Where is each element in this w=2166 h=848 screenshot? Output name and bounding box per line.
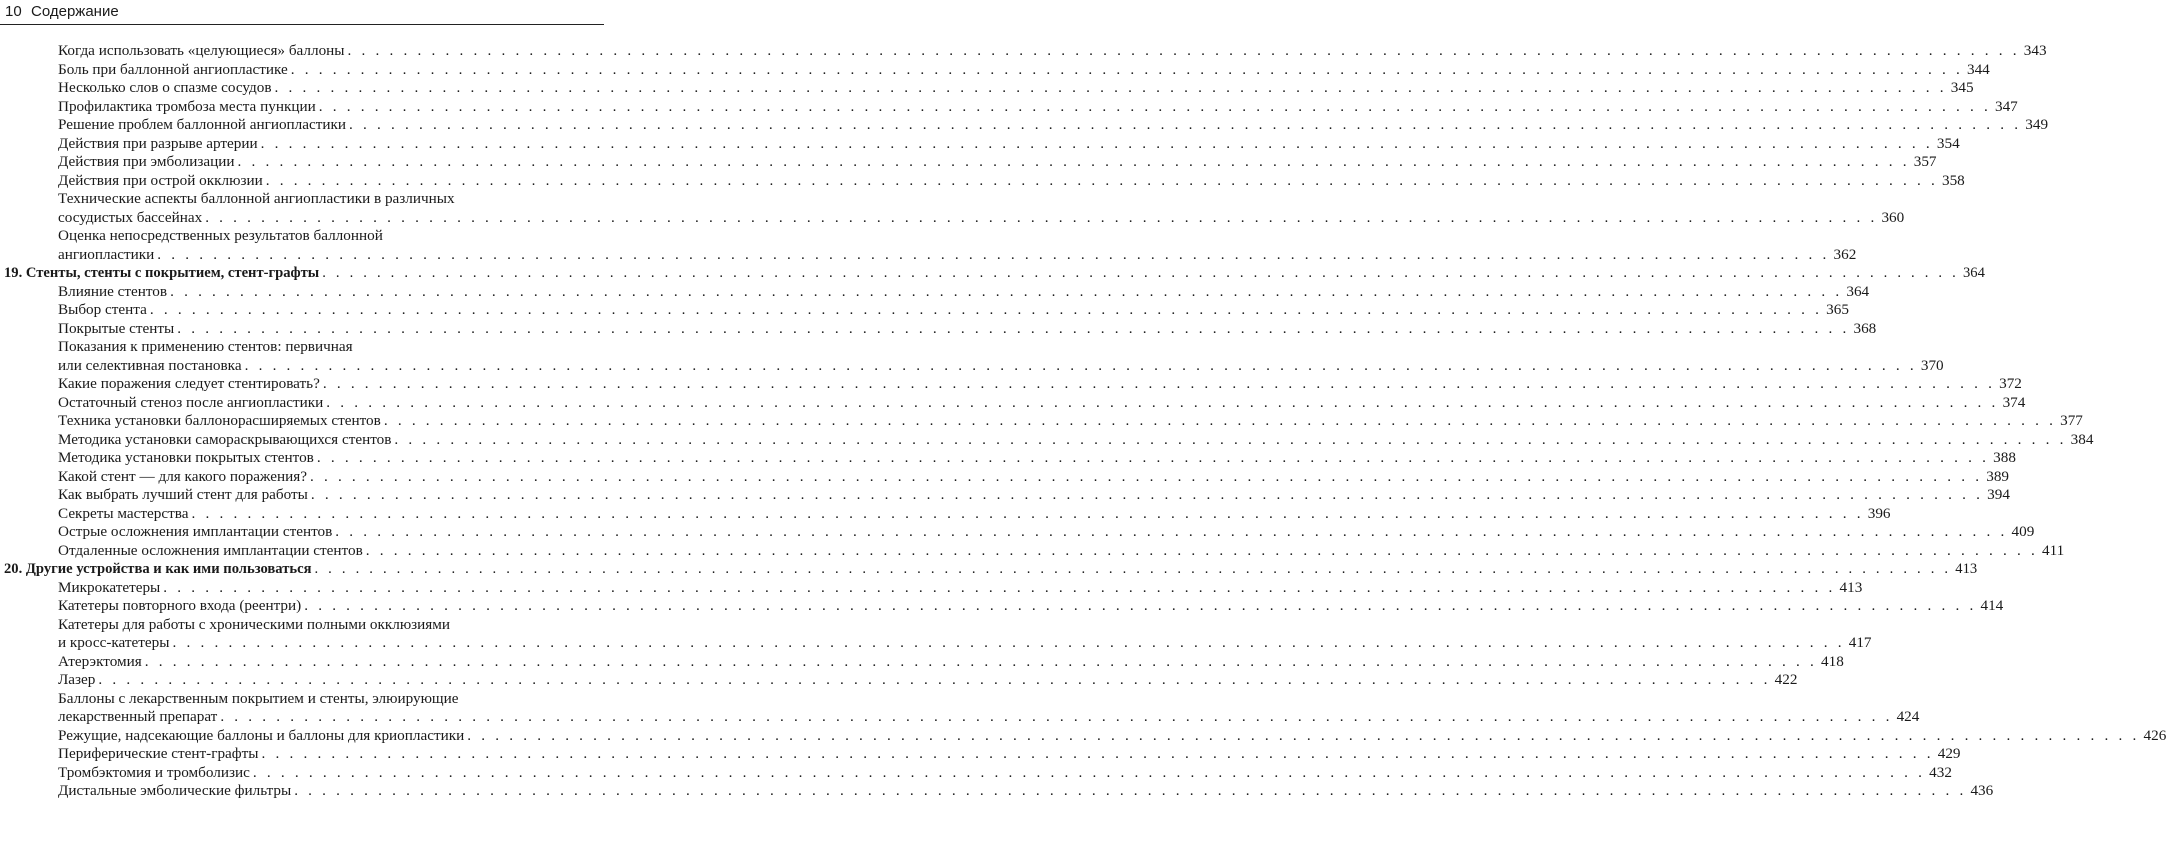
- toc-entry-text: Секреты мастерства: [58, 504, 189, 522]
- toc-entry[interactable]: [0, 782, 1994, 801]
- dot-leader: . . . . . . . . . . . . . . . . . . . . . . . . . . . . . . . . . . . . . . . . . . . . . . . . . . . . . . . . . . . . . . . . . . . . . . . . . . . . . . . . . . . . . . . . . . . . . . . . . . . . . . . . . . . . . . . . . . . . . . . .: [347, 42, 2020, 59]
- toc-entry-text: Отдаленные осложнения имплантации стентов: [58, 541, 363, 559]
- running-title: Содержание: [31, 3, 119, 20]
- toc-entry[interactable]: [0, 541, 2065, 561]
- toc-entry[interactable]: [0, 726, 2166, 746]
- toc-page-number: 358: [1941, 171, 1965, 189]
- toc-page-number: 426: [2143, 726, 2166, 744]
- toc-entry-text-line: Оценка непосредственных результатов баллонной: [58, 227, 383, 244]
- toc-entry-text: Периферические стент-графты: [58, 745, 259, 762]
- dot-leader: . . . . . . . . . . . . . . . . . . . . . . . . . . . . . . . . . . . . . . . . . . . . . . . . . . . . . . . . . . . . . . . . . . . . . . . . . . . . . . . . . . . . . . . . . . . . . . . . . . . . . . . . . . . . . . . . . . . . . . . .: [322, 375, 1996, 392]
- dot-leader: . . . . . . . . . . . . . . . . . . . . . . . . . . . . . . . . . . . . . . . . . . . . . . . . . . . . . . . . . . . . . . . . . . . . . . . . . . . . . . . . . . . . . . . . . . . . . . . . . . . . . . . . . . . . . . . . . . . . . . . .: [349, 116, 2022, 133]
- toc-page-number: 370: [1920, 356, 1944, 374]
- toc-entry[interactable]: [0, 523, 2035, 542]
- toc-entry-text: Режущие, надсекающие баллоны и баллоны для криопластики: [58, 726, 465, 744]
- toc-entry-text: Методика установки покрытых стентов: [58, 449, 314, 466]
- toc-entry-text: Когда использовать «целующиеся» баллоны: [58, 42, 345, 59]
- toc-entry-text: Какие поражения следует стентировать?: [58, 375, 320, 392]
- dot-leader: . . . . . . . . . . . . . . . . . . . . . . . . . . . . . . . . . . . . . . . . . . . . . . . . . . . . . . . . . . . . . . . . . . . . . . . . . . . . . . . . . . . . . . . . . . . . . . . . . . . . . . . . . . . . . . . . . . . . . . . .: [191, 504, 1864, 522]
- toc-entry-text: Несколько слов о спазме сосудов: [58, 79, 272, 96]
- toc-page-number: 413: [1955, 561, 1978, 577]
- toc-entry[interactable]: [0, 671, 1798, 690]
- toc-entry[interactable]: [0, 190, 1905, 227]
- toc-page-number: 349: [2025, 116, 2049, 133]
- toc-entry[interactable]: [0, 42, 2047, 61]
- toc-entry-text: Острые осложнения имплантации стентов: [58, 523, 333, 540]
- toc-page-number: 344: [1966, 60, 1990, 78]
- toc-entry[interactable]: [0, 430, 2094, 450]
- toc-page-number: 365: [1826, 301, 1849, 318]
- toc-entry[interactable]: [0, 301, 1849, 320]
- toc-page-number: 424: [1896, 708, 1920, 725]
- toc-entry-text: Какой стент — для какого поражения?: [58, 467, 307, 485]
- toc-entry-text: Выбор стента: [58, 301, 147, 318]
- toc-entry-text: Действия при разрыве артерии: [58, 134, 258, 152]
- toc-entry-text: Действия при эмболизации: [58, 153, 235, 170]
- dot-leader: . . . . . . . . . . . . . . . . . . . . . . . . . . . . . . . . . . . . . . . . . . . . . . . . . . . . . . . . . . . . . . . . . . . . . . . . . . . . . . . . . . . . . . . . . . . . . . . . . . . . . . . . . . . . . . . . . . . . . . . .: [326, 393, 1999, 411]
- toc-entry-text: Лазер: [58, 671, 96, 688]
- dot-leader: . . . . . . . . . . . . . . . . . . . . . . . . . . . . . . . . . . . . . . . . . . . . . . . . . . . . . . . . . . . . . . . . . . . . . . . . . . . . . . . . . . . . . . . . . . . . . . . . . . . . . . . . . . . . . . . . . . . . . . . .: [220, 708, 1893, 725]
- toc-entry-text: Атерэктомия: [58, 652, 142, 670]
- dot-leader: . . . . . . . . . . . . . . . . . . . . . . . . . . . . . . . . . . . . . . . . . . . . . . . . . . . . . . . . . . . . . . . . . . . . . . . . . . . . . . . . . . . . . . . . . . . . . . . . . . . . . . . . . . . . . . . . . . . . . . . .: [172, 634, 1845, 651]
- toc-page-number: 377: [2060, 412, 2083, 429]
- toc-page-number: 389: [1986, 467, 2009, 485]
- page-header: [0, 0, 604, 26]
- toc-page-number: 409: [2011, 523, 2035, 540]
- toc-entry-text: Действия при острой окклюзии: [58, 171, 263, 189]
- dot-leader: . . . . . . . . . . . . . . . . . . . . . . . . . . . . . . . . . . . . . . . . . . . . . . . . . . . . . . . . . . . . . . . . . . . . . . . . . . . . . . . . . . . . . . . . . . . . . . . . . . . . . . . . . . . . . . . . . . . . . . . .: [265, 171, 1938, 189]
- toc-entry[interactable]: [0, 412, 2083, 431]
- dot-leader: . . . . . . . . . . . . . . . . . . . . . . . . . . . . . . . . . . . . . . . . . . . . . . . . . . . . . . . . . . . . . . . . . . . . . . . . . . . . . . . . . . . . . . . . . . . . . . . . . . . . . . . . . . . . . . . . . . . . . . . .: [252, 763, 1926, 781]
- dot-leader: . . . . . . . . . . . . . . . . . . . . . . . . . . . . . . . . . . . . . . . . . . . . . . . . . . . . . . . . . . . . . . . . . . . . . . . . . . . . . . . . . . . . . . . . . . . . . . . . . . . . . . . . . . . . . . . . . . . . . . . .: [310, 486, 1984, 503]
- toc-entry-text-line: Технические аспекты баллонной ангиопластики в различных: [58, 190, 455, 207]
- toc-entry[interactable]: [0, 486, 2010, 505]
- dot-leader: . . . . . . . . . . . . . . . . . . . . . . . . . . . . . . . . . . . . . . . . . . . . . . . . . . . . . . . . . . . . . . . . . . . . . . . . . . . . . . . . . . . . . . . . . . . . . . . . . . . . . . . . . . . . . . . . . . . . . . . .: [237, 153, 1910, 170]
- toc-page-number: 413: [1839, 578, 1863, 596]
- toc-page-number: 362: [1833, 245, 1857, 263]
- toc-page-number: 372: [1999, 375, 2022, 392]
- dot-leader: . . . . . . . . . . . . . . . . . . . . . . . . . . . . . . . . . . . . . . . . . . . . . . . . . . . . . . . . . . . . . . . . . . . . . . . . . . . . . . . . . . . . . . . . . . . . . . . . . . . . . . . . . . . . . . . . . . . . . . . .: [260, 134, 1933, 152]
- dot-leader: . . . . . . . . . . . . . . . . . . . . . . . . . . . . . . . . . . . . . . . . . . . . . . . . . . . . . . . . . . . . . . . . . . . . . . . . . . . . . . . . . . . . . . . . . . . . . . . . . . . . . . . . . . . . . . . . . . . . . . . .: [98, 671, 1771, 688]
- dot-leader: . . . . . . . . . . . . . . . . . . . . . . . . . . . . . . . . . . . . . . . . . . . . . . . . . . . . . . . . . . . . . . . . . . . . . . . . . . . . . . . . . . . . . . . . . . . . . . . . . . . . . . . . . . . . . . . . . . . . . . . .: [177, 319, 1850, 337]
- header-rule: [0, 24, 604, 25]
- toc-page-number: 422: [1774, 671, 1798, 688]
- toc-entry-text-line: Показания к применению стентов: первичная: [58, 338, 353, 355]
- dot-leader: . . . . . . . . . . . . . . . . . . . . . . . . . . . . . . . . . . . . . . . . . . . . . . . . . . . . . . . . . . . . . . . . . . . . . . . . . . . . . . . . . . . . . . . . . . . . . . . . . . . . . . . . . . . . . . . . . . . . . . . .: [335, 523, 2008, 540]
- dot-leader: . . . . . . . . . . . . . . . . . . . . . . . . . . . . . . . . . . . . . . . . . . . . . . . . . . . . . . . . . . . . . . . . . . . . . . . . . . . . . . . . . . . . . . . . . . . . . . . . . . . . . . . . . . . . . . . . . . . . . . . .: [294, 782, 1967, 799]
- toc-entry-text: Как выбрать лучший стент для работы: [58, 486, 308, 503]
- toc-entry[interactable]: [0, 449, 2016, 468]
- toc-entry[interactable]: [0, 319, 1877, 339]
- dot-leader: . . . . . . . . . . . . . . . . . . . . . . . . . . . . . . . . . . . . . . . . . . . . . . . . . . . . . . . . . . . . . . . . . . . . . . . . . . . . . . . . . . . . . . . . . . . . . . . . . . . . . . . . . . . . . . . . . . . . . . . .: [394, 430, 2067, 448]
- dot-leader: . . . . . . . . . . . . . . . . . . . . . . . . . . . . . . . . . . . . . . . . . . . . . . . . . . . . . . . . . . . . . . . . . . . . . . . . . . . . . . . . . . . . . . . . . . . . . . . . . . . . . . . . . . . . . . . . . . . . . . . .: [365, 541, 2039, 559]
- toc-entry[interactable]: [0, 745, 1961, 764]
- toc-page-number: 436: [1970, 782, 1994, 799]
- dot-leader: . . . . . . . . . . . . . . . . . . . . . . . . . . . . . . . . . . . . . . . . . . . . . . . . . . . . . . . . . . . . . . . . . . . . . . . . . . . . . . . . . . . . . . . . . . . . . . . . . . . . . . . . . . . . . . . . . . . . . . . .: [304, 597, 1977, 614]
- toc-page-number: 429: [1937, 745, 1961, 762]
- toc-page-number: 374: [2002, 393, 2026, 411]
- toc-page-number: 396: [1867, 504, 1891, 522]
- toc-entry-text: Влияние стентов: [58, 282, 168, 300]
- toc-chapter-entry[interactable]: [0, 560, 1978, 579]
- toc-page-number: 364: [1846, 282, 1870, 300]
- toc-entry[interactable]: [0, 689, 1920, 727]
- dot-leader: . . . . . . . . . . . . . . . . . . . . . . . . . . . . . . . . . . . . . . . . . . . . . . . . . . . . . . . . . . . . . . . . . . . . . . . . . . . . . . . . . . . . . . . . . . . . . . . . . . . . . . . . . . . . . . . . . . . . . . . .: [290, 60, 1963, 78]
- toc-entry[interactable]: [0, 615, 1872, 653]
- toc-entry[interactable]: [0, 578, 1863, 598]
- toc-page-number: 354: [1936, 134, 1960, 152]
- toc-entry-text-line: Катетеры для работы с хроническими полными окклюзиями: [58, 615, 451, 633]
- toc-entry[interactable]: [0, 153, 1937, 172]
- toc-entry-text: Покрытые стенты: [58, 319, 175, 337]
- toc-entry-text: Профилактика тромбоза места пункции: [58, 97, 316, 115]
- toc-entry[interactable]: [0, 338, 1944, 375]
- dot-leader: . . . . . . . . . . . . . . . . . . . . . . . . . . . . . . . . . . . . . . . . . . . . . . . . . . . . . . . . . . . . . . . . . . . . . . . . . . . . . . . . . . . . . . . . . . . . . . . . . . . . . . . . . . . . . . . . . . . . . . . .: [170, 282, 1843, 300]
- toc-page-number: 414: [1980, 597, 2004, 614]
- dot-leader: . . . . . . . . . . . . . . . . . . . . . . . . . . . . . . . . . . . . . . . . . . . . . . . . . . . . . . . . . . . . . . . . . . . . . . . . . . . . . . . . . . . . . . . . . . . . . . . . . . . . . . . . . . . . . . . . . . . . . . . .: [467, 726, 2140, 744]
- toc-entry[interactable]: [0, 282, 1870, 302]
- toc-entry[interactable]: [0, 60, 1990, 80]
- table-of-contents: [0, 42, 2166, 801]
- toc-page-number: 360: [1881, 208, 1905, 226]
- toc-entry-text: или селективная постановка: [58, 356, 242, 374]
- toc-entry-text: Катетеры повторного входа (реентри): [58, 597, 302, 614]
- dot-leader: . . . . . . . . . . . . . . . . . . . . . . . . . . . . . . . . . . . . . . . . . . . . . . . . . . . . . . . . . . . . . . . . . . . . . . . . . . . . . . . . . . . . . . . . . . . . . . . . . . . . . . . . . . . . . . . . . . . . . . . .: [322, 265, 1959, 281]
- toc-page-number: 418: [1821, 652, 1844, 670]
- toc-entry[interactable]: [0, 134, 1960, 154]
- toc-entry-text-line: Баллоны с лекарственным покрытием и стенты, элюирующие: [58, 689, 459, 707]
- toc-entry[interactable]: [0, 227, 1857, 264]
- toc-entry[interactable]: [0, 375, 2022, 394]
- toc-entry-text: Методика установки самораскрывающихся стентов: [58, 430, 392, 448]
- toc-entry[interactable]: [0, 467, 2009, 487]
- toc-page-number: 417: [1848, 634, 1872, 651]
- toc-entry-text: Техника установки баллонорасширяемых стентов: [58, 412, 381, 429]
- toc-entry-text: Решение проблем баллонной ангиопластики: [58, 116, 347, 133]
- toc-entry-text: и кросс-катетеры: [58, 634, 170, 651]
- toc-entry-text: Боль при баллонной ангиопластике: [58, 60, 288, 78]
- toc-page-number: 343: [2023, 42, 2047, 59]
- toc-entry[interactable]: [0, 97, 2018, 117]
- toc-entry[interactable]: [0, 79, 1974, 98]
- dot-leader: . . . . . . . . . . . . . . . . . . . . . . . . . . . . . . . . . . . . . . . . . . . . . . . . . . . . . . . . . . . . . . . . . . . . . . . . . . . . . . . . . . . . . . . . . . . . . . . . . . . . . . . . . . . . . . . . . . . . . . . .: [157, 245, 1830, 263]
- toc-page-number: 347: [1994, 97, 2018, 115]
- toc-entry-text: 19. Стенты, стенты с покрытием, стент-графты: [4, 265, 320, 281]
- toc-entry[interactable]: [0, 652, 1844, 672]
- page-number: 10: [5, 3, 22, 20]
- toc-entry-text: Дистальные эмболические фильтры: [58, 782, 292, 799]
- dot-leader: . . . . . . . . . . . . . . . . . . . . . . . . . . . . . . . . . . . . . . . . . . . . . . . . . . . . . . . . . . . . . . . . . . . . . . . . . . . . . . . . . . . . . . . . . . . . . . . . . . . . . . . . . . . . . . . . . . . . . . . .: [244, 356, 1917, 374]
- toc-chapter-entry[interactable]: [0, 264, 1985, 283]
- toc-entry-text: сосудистых бассейнах: [58, 208, 203, 226]
- dot-leader: . . . . . . . . . . . . . . . . . . . . . . . . . . . . . . . . . . . . . . . . . . . . . . . . . . . . . . . . . . . . . . . . . . . . . . . . . . . . . . . . . . . . . . . . . . . . . . . . . . . . . . . . . . . . . . . . . . . . . . . .: [144, 652, 1817, 670]
- toc-entry-text: Микрокатетеры: [58, 578, 161, 596]
- toc-page-number: 432: [1929, 763, 1952, 781]
- dot-leader: . . . . . . . . . . . . . . . . . . . . . . . . . . . . . . . . . . . . . . . . . . . . . . . . . . . . . . . . . . . . . . . . . . . . . . . . . . . . . . . . . . . . . . . . . . . . . . . . . . . . . . . . . . . . . . . . . . . . . . . .: [205, 208, 1878, 226]
- toc-page-number: 394: [1987, 486, 2010, 503]
- toc-page-number: 357: [1913, 153, 1937, 170]
- toc-entry[interactable]: [0, 116, 2049, 135]
- dot-leader: . . . . . . . . . . . . . . . . . . . . . . . . . . . . . . . . . . . . . . . . . . . . . . . . . . . . . . . . . . . . . . . . . . . . . . . . . . . . . . . . . . . . . . . . . . . . . . . . . . . . . . . . . . . . . . . . . . . . . . . .: [314, 561, 1952, 577]
- toc-entry-text: ангиопластики: [58, 245, 155, 263]
- dot-leader: . . . . . . . . . . . . . . . . . . . . . . . . . . . . . . . . . . . . . . . . . . . . . . . . . . . . . . . . . . . . . . . . . . . . . . . . . . . . . . . . . . . . . . . . . . . . . . . . . . . . . . . . . . . . . . . . . . . . . . . .: [309, 467, 1983, 485]
- toc-entry-text: лекарственный препарат: [58, 708, 218, 725]
- toc-page-number: 388: [1993, 449, 2016, 466]
- toc-entry[interactable]: [0, 504, 1891, 524]
- toc-page-number: 384: [2070, 430, 2094, 448]
- dot-leader: . . . . . . . . . . . . . . . . . . . . . . . . . . . . . . . . . . . . . . . . . . . . . . . . . . . . . . . . . . . . . . . . . . . . . . . . . . . . . . . . . . . . . . . . . . . . . . . . . . . . . . . . . . . . . . . . . . . . . . . .: [261, 745, 1934, 762]
- toc-entry-text: Тромбэктомия и тромболизис: [58, 763, 250, 781]
- dot-leader: . . . . . . . . . . . . . . . . . . . . . . . . . . . . . . . . . . . . . . . . . . . . . . . . . . . . . . . . . . . . . . . . . . . . . . . . . . . . . . . . . . . . . . . . . . . . . . . . . . . . . . . . . . . . . . . . . . . . . . . .: [149, 301, 1823, 318]
- dot-leader: . . . . . . . . . . . . . . . . . . . . . . . . . . . . . . . . . . . . . . . . . . . . . . . . . . . . . . . . . . . . . . . . . . . . . . . . . . . . . . . . . . . . . . . . . . . . . . . . . . . . . . . . . . . . . . . . . . . . . . . .: [318, 97, 1991, 115]
- toc-entry-text: Остаточный стеноз после ангиопластики: [58, 393, 324, 411]
- dot-leader: . . . . . . . . . . . . . . . . . . . . . . . . . . . . . . . . . . . . . . . . . . . . . . . . . . . . . . . . . . . . . . . . . . . . . . . . . . . . . . . . . . . . . . . . . . . . . . . . . . . . . . . . . . . . . . . . . . . . . . . .: [383, 412, 2057, 429]
- toc-entry[interactable]: [0, 763, 1952, 783]
- dot-leader: . . . . . . . . . . . . . . . . . . . . . . . . . . . . . . . . . . . . . . . . . . . . . . . . . . . . . . . . . . . . . . . . . . . . . . . . . . . . . . . . . . . . . . . . . . . . . . . . . . . . . . . . . . . . . . . . . . . . . . . .: [274, 79, 1947, 96]
- toc-page-number: 345: [1950, 79, 1974, 96]
- toc-entry[interactable]: [0, 171, 1965, 191]
- toc-entry[interactable]: [0, 597, 2004, 616]
- toc-entry-text: 20. Другие устройства и как ими пользоваться: [4, 561, 312, 577]
- toc-page-number: 411: [2042, 541, 2065, 559]
- dot-leader: . . . . . . . . . . . . . . . . . . . . . . . . . . . . . . . . . . . . . . . . . . . . . . . . . . . . . . . . . . . . . . . . . . . . . . . . . . . . . . . . . . . . . . . . . . . . . . . . . . . . . . . . . . . . . . . . . . . . . . . .: [316, 449, 1990, 466]
- toc-page-number: 364: [1962, 265, 1985, 281]
- dot-leader: . . . . . . . . . . . . . . . . . . . . . . . . . . . . . . . . . . . . . . . . . . . . . . . . . . . . . . . . . . . . . . . . . . . . . . . . . . . . . . . . . . . . . . . . . . . . . . . . . . . . . . . . . . . . . . . . . . . . . . . .: [163, 578, 1836, 596]
- toc-page-number: 368: [1853, 319, 1877, 337]
- toc-entry[interactable]: [0, 393, 2026, 413]
